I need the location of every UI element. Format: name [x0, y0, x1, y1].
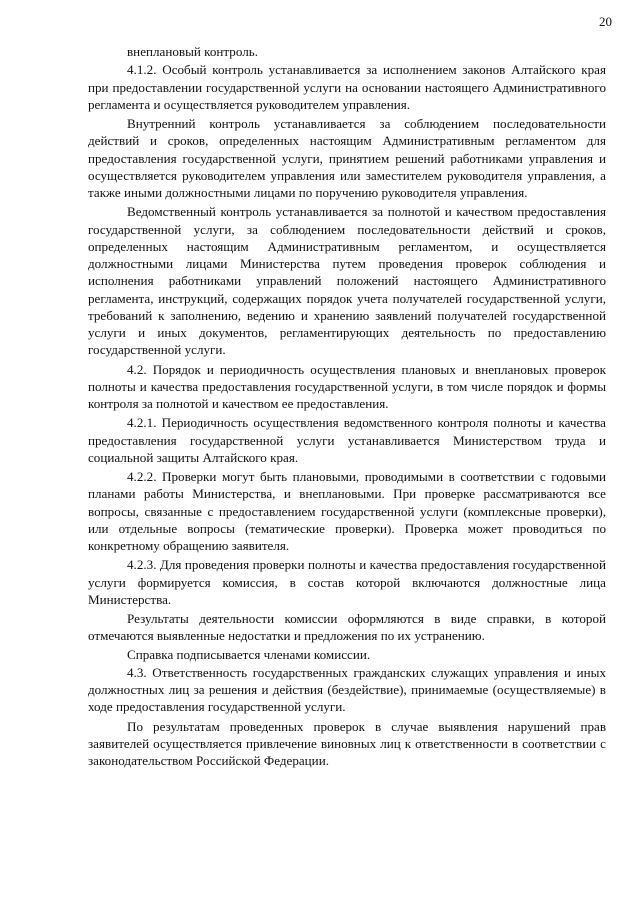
document-body: [88, 43, 606, 770]
paragraph-4-3: 4.3. Ответственность государственных гражданских служащих управления и иных должностных лиц за решения и действия (бездействие), принимаемые (осуществляемые) в ходе предоставления государственной услуги.: [88, 664, 606, 715]
paragraph-4-2-1: 4.2.1. Периодичность осуществления ведомственного контроля полноты и качества предоставления государственной услуги устанавливается Министерством труда и социальной защиты Алтайского края.: [88, 415, 606, 465]
paragraph-4-2-2: 4.2.2. Проверки могут быть плановыми, проводимыми в соответствии с годовыми планами работы Министерства, и внеплановыми. При проверке рассматриваются все вопросы, связанные с предоставлением государственной услуги (комплексные проверки), или отдельные вопросы (тематические проверки). Проверка может проводиться по конкретному обращению заявителя.: [88, 469, 606, 553]
paragraph-4-1-2: 4.1.2. Особый контроль устанавливается за исполнением законов Алтайского края при предоставлении государственной услуги на основании настоящего Административного регламента и осуществляется руководителем управления.: [88, 62, 606, 112]
paragraph-continuation: внеплановый контроль.: [127, 44, 259, 59]
paragraph-departmental-control: Ведомственный контроль устанавливается за полнотой и качеством предоставления государственной услуги, за соблюдением последовательности действий и сроков, определенных настоящим Административным регламентом, и осуществляется должностными лицами Министерства путем проведения проверок соблюдения и исполнения работниками управлений положений настоящего Административного регламента, инструкций, содержащих порядок учета получателей государственной услуги, требований к заполнению, ведению и хранению заявлений получателей государственной услуги и иных документов, регламентирующих деятельность по предоставлению государственной услуги.: [88, 204, 606, 358]
paragraph-certificate-signed: Справка подписывается членами комиссии.: [127, 646, 371, 662]
paragraph-commission-results: Результаты деятельности комиссии оформляются в виде справки, в которой отмечаются выявленные недостатки и предложения по их устранению.: [88, 611, 606, 644]
paragraph-4-2-3: 4.2.3. Для проведения проверки полноты и качества предоставления государственной услуги формируется комиссия, в состав которой включаются должностные лица Министерства.: [88, 557, 606, 607]
paragraph-4-2: 4.2. Порядок и периодичность осуществления плановых и внеплановых проверок полноты и качества предоставления государственной услуги, в том числе порядок и формы контроля за полнотой и качеством ее предоставления.: [88, 361, 606, 411]
page-number: 20: [599, 14, 612, 29]
paragraph-liability: По результатам проведенных проверок в случае выявления нарушений прав заявителей осуществляется привлечение виновных лиц к ответственности в соответствии с законодательством Российской Федерации.: [88, 718, 606, 768]
paragraph-internal-control: Внутренний контроль устанавливается за соблюдением последовательности действий и сроков, определенных настоящим Административным регламентом для предоставления государственной услуги, принятием решений работниками управления и осуществляется руководителем управления или заместителем руководителя управления, а также иными должностными лицами по поручению руководителя управления.: [88, 116, 606, 200]
